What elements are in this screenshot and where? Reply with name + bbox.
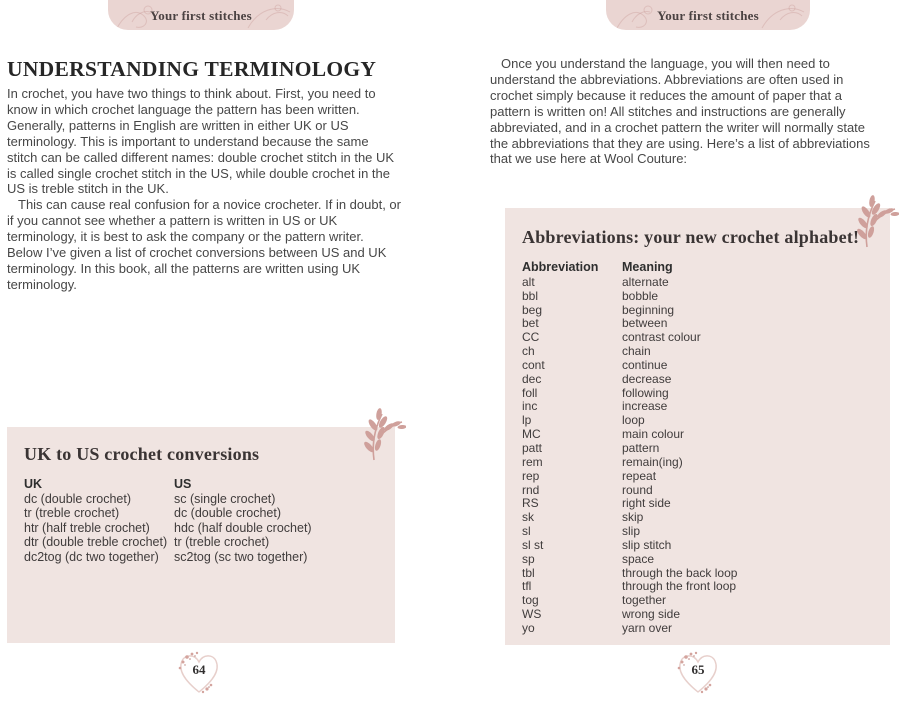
- table-row: [522, 580, 890, 594]
- banner-label: Your first stitches: [150, 8, 252, 23]
- table-cell: tfl: [522, 579, 532, 594]
- table-row: [522, 470, 890, 484]
- table-cell: cont: [522, 357, 545, 372]
- table-cell: beginning: [622, 302, 675, 317]
- table-cell: rnd: [522, 482, 540, 497]
- page-number: 64: [192, 662, 206, 677]
- conversions-table: [24, 477, 395, 564]
- column-header: UK: [24, 477, 43, 491]
- table-row: [522, 304, 890, 318]
- table-cell: decrease: [622, 371, 672, 386]
- table-cell: sp: [522, 551, 535, 566]
- table-row: [24, 492, 395, 507]
- page-number-heart: [174, 648, 224, 696]
- table-cell: slip: [622, 524, 641, 539]
- table-cell: alt: [522, 274, 535, 289]
- table-row: [522, 317, 890, 331]
- table-cell: main colour: [622, 427, 685, 442]
- table-cell: dc (double crochet): [174, 506, 282, 520]
- table-row: [522, 373, 890, 387]
- table-row: [522, 456, 890, 470]
- table-cell: pattern: [622, 440, 660, 455]
- table-cell: sc (single crochet): [174, 491, 276, 506]
- table-cell: round: [622, 482, 653, 497]
- table-cell: bbl: [522, 288, 539, 303]
- table-cell: wrong side: [622, 607, 681, 622]
- table-cell: foll: [522, 385, 538, 400]
- table-cell: increase: [622, 399, 668, 414]
- table-row: [522, 345, 890, 359]
- table-row: [522, 276, 890, 290]
- table-row: [522, 567, 890, 581]
- column-header: US: [174, 477, 192, 491]
- table-row: [522, 359, 890, 373]
- table-cell: continue: [622, 357, 668, 372]
- conversions-box: [7, 427, 395, 643]
- table-cell: following: [622, 385, 669, 400]
- table-cell: hdc (half double crochet): [174, 520, 312, 535]
- page-number: 65: [691, 662, 705, 677]
- table-cell: loop: [622, 413, 645, 428]
- table-cell: remain(ing): [622, 454, 683, 469]
- body-paragraph: In crochet, you have two things to think about. First, you need to know in which crochet language the pattern has been written. Generally, patterns in English are written in either UK or US terminology. This is important to understand because the same stitch can be called different names: double crochet stitch in the UK is called single crochet stitch in the US, while double crochet in the US is treble stitch in the UK.: [7, 86, 395, 197]
- table-header-row: [24, 477, 395, 492]
- table-cell: chain: [622, 344, 651, 359]
- table-row: [522, 608, 890, 622]
- table-cell: bet: [522, 316, 539, 331]
- table-cell: ch: [522, 344, 535, 359]
- table-row: [522, 539, 890, 553]
- column-header: Abbreviation: [522, 260, 599, 274]
- table-cell: yarn over: [622, 620, 673, 635]
- table-cell: tog: [522, 593, 539, 608]
- table-cell: RS: [522, 496, 539, 511]
- table-row: [522, 622, 890, 636]
- table-cell: beg: [522, 302, 543, 317]
- table-cell: rep: [522, 468, 540, 483]
- box-title: UK to US crochet conversions: [24, 444, 260, 464]
- table-cell: dc2tog (dc two together): [24, 549, 159, 564]
- table-cell: tr (treble crochet): [24, 506, 120, 520]
- table-row: [522, 594, 890, 608]
- table-cell: CC: [522, 330, 540, 345]
- table-cell: bobble: [622, 288, 659, 303]
- table-header-row: [522, 261, 890, 275]
- table-cell: htr (half treble crochet): [24, 520, 150, 535]
- table-cell: right side: [622, 496, 671, 511]
- table-cell: between: [622, 316, 668, 331]
- page-number-heart: [673, 648, 723, 696]
- banner-label: Your first stitches: [657, 8, 759, 23]
- abbreviations-table: [522, 261, 890, 636]
- table-body: [522, 276, 890, 636]
- table-row: [522, 428, 890, 442]
- table-row: [24, 535, 395, 550]
- table-cell: contrast colour: [622, 330, 701, 345]
- table-cell: rem: [522, 454, 543, 469]
- page-title: UNDERSTANDING TERMINOLOGY: [7, 57, 377, 81]
- leaf-sprig-icon: [845, 191, 899, 249]
- table-cell: through the back loop: [622, 565, 738, 580]
- table-cell: sl st: [522, 537, 544, 552]
- table-cell: MC: [522, 427, 541, 442]
- leaf-sprig-icon: [352, 404, 406, 462]
- table-row: [522, 387, 890, 401]
- column-header: Meaning: [622, 260, 673, 274]
- table-row: [522, 484, 890, 498]
- table-cell: dtr (double treble crochet): [24, 535, 168, 549]
- table-row: [522, 442, 890, 456]
- table-cell: inc: [522, 399, 538, 414]
- table-cell: sk: [522, 510, 534, 525]
- table-row: [522, 290, 890, 304]
- body-paragraph: This can cause real confusion for a novice crocheter. If in doubt, or if you cannot see whether a pattern is written in US or UK terminology, it is best to ask the company or the pattern writer. Below I’ve given a list of crochet conversions between US and UK terminology. In this book, all the patterns are written using UK terminology.: [7, 197, 401, 292]
- table-cell: tbl: [522, 565, 535, 580]
- table-row: [24, 506, 395, 521]
- table-row: [522, 511, 890, 525]
- table-row: [522, 553, 890, 567]
- table-cell: slip stitch: [622, 537, 672, 552]
- table-cell: tr (treble crochet): [174, 535, 270, 549]
- table-cell: space: [622, 551, 655, 566]
- table-cell: alternate: [622, 274, 669, 289]
- table-cell: sl: [522, 524, 531, 539]
- abbreviations-box: [505, 208, 890, 645]
- table-cell: together: [622, 593, 667, 608]
- body-paragraph: Once you understand the language, you will then need to understand the abbreviations. Abbreviations are often used in crochet simply because it reduces the amount of paper that a pattern is written on! All stitches and instructions are generally abbreviated, and in a crochet pattern the writer will normally state the abbreviations that they are using. Here’s a list of abbreviations that we use here at Wool Couture:: [490, 56, 870, 167]
- table-cell: through the front loop: [622, 579, 737, 594]
- table-cell: dc (double crochet): [24, 491, 132, 506]
- table-row: [522, 497, 890, 511]
- chapter-banner: [108, 0, 294, 30]
- table-cell: lp: [522, 413, 532, 428]
- table-cell: skip: [622, 510, 644, 525]
- table-cell: WS: [522, 607, 542, 622]
- table-cell: repeat: [622, 468, 657, 483]
- table-cell: yo: [522, 620, 535, 635]
- table-cell: dec: [522, 371, 542, 386]
- table-row: [522, 331, 890, 345]
- chapter-banner: [606, 0, 810, 30]
- table-row: [522, 525, 890, 539]
- table-row: [24, 550, 395, 565]
- box-title: Abbreviations: your new crochet alphabet!: [522, 227, 860, 247]
- table-cell: patt: [522, 440, 543, 455]
- table-row: [24, 521, 395, 536]
- table-row: [522, 414, 890, 428]
- page-left: [0, 0, 451, 700]
- table-row: [522, 400, 890, 414]
- page-right: [451, 0, 902, 700]
- table-body: [24, 492, 395, 565]
- table-cell: sc2tog (sc two together): [174, 549, 308, 564]
